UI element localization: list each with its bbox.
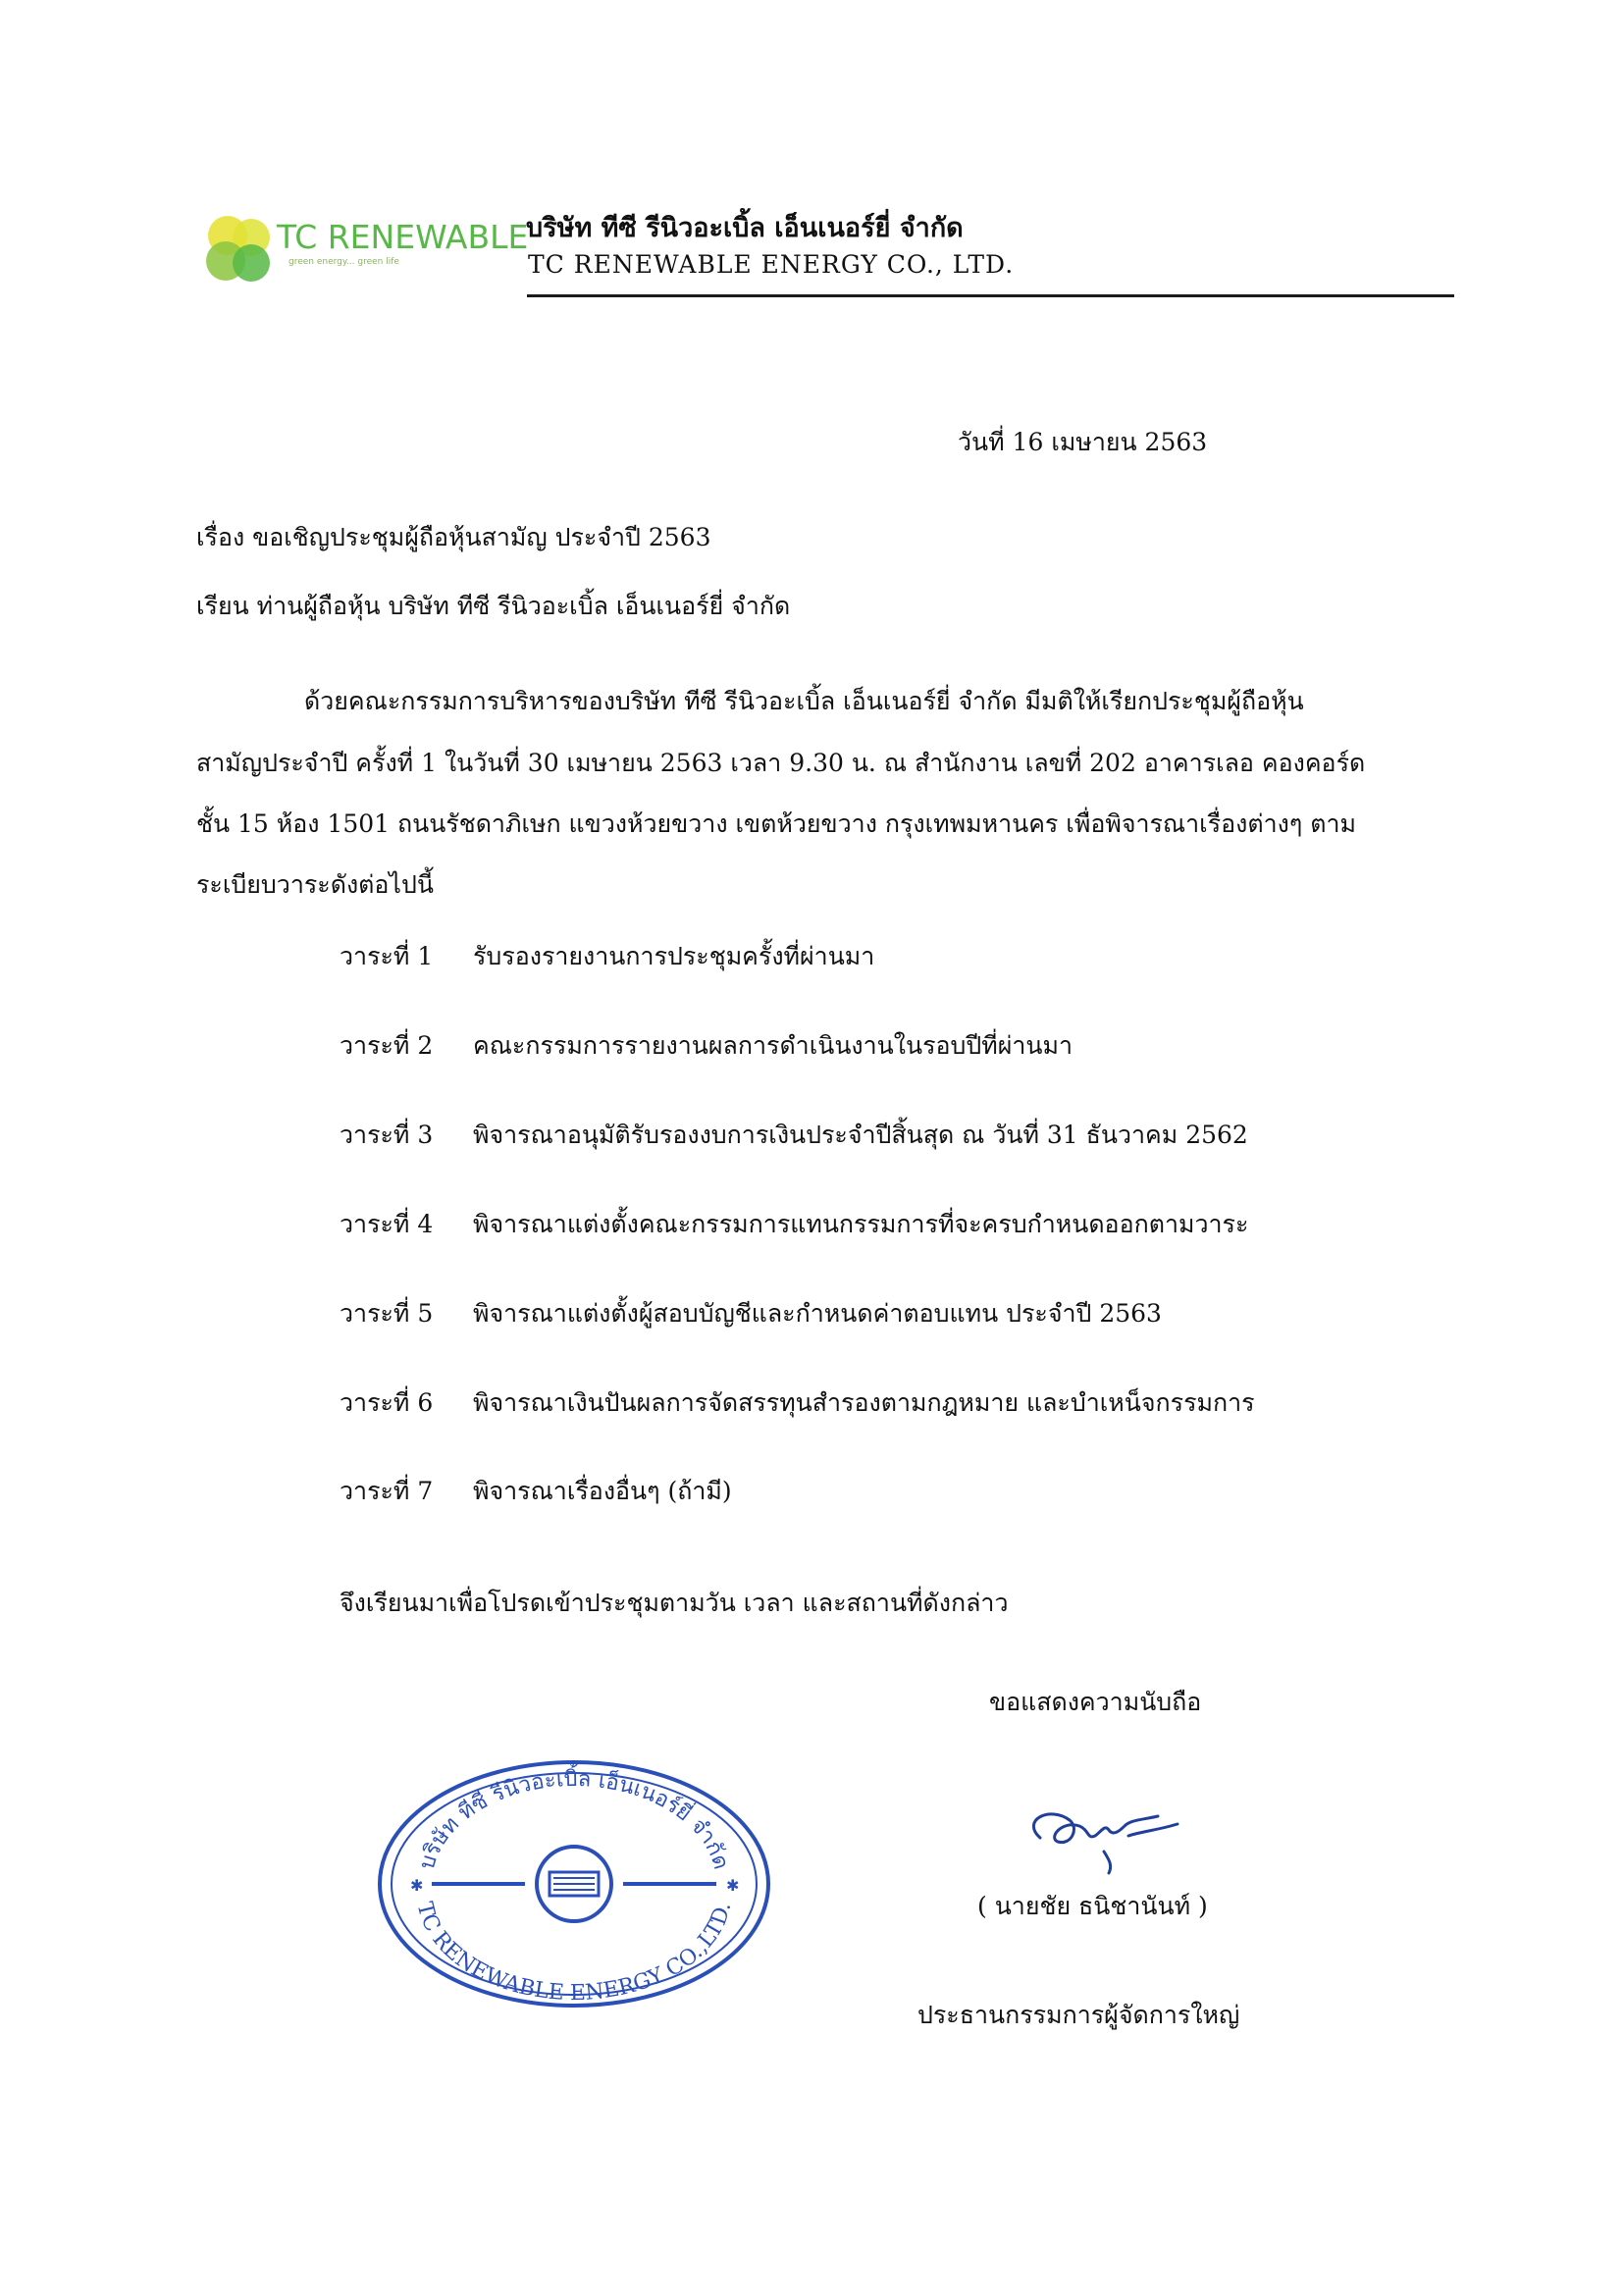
company-seal-icon: [373, 1756, 775, 2011]
logo-tagline: green energy... green life: [288, 257, 399, 267]
signature-icon: [1011, 1781, 1187, 1879]
agenda-text: พิจารณาแต่งตั้งคณะกรรมการแทนกรรมการที่จะครบกำหนดออกตามวาระ: [473, 1210, 1249, 1238]
signer-title: ประธานกรรมการผู้จัดการใหญ่: [917, 2001, 1240, 2029]
body-paragraph-line: สามัญประจำปี ครั้งที่ 1 ในวันที่ 30 เมษายน 2563 เวลา 9.30 น. ณ สำนักงาน เลขที่ 202 อาคารเลอ คองคอร์ด: [196, 749, 1366, 777]
svg-text:TC RENEWABLE ENERGY CO.,LTD.: [412, 1900, 737, 2006]
agenda-item: [340, 1028, 1073, 1064]
company-name-english: TC RENEWABLE ENERGY CO., LTD.: [528, 250, 1015, 279]
agenda-text: รับรองรายงานการประชุมครั้งที่ผ่านมา: [473, 942, 875, 970]
stamp-english-text: TC RENEWABLE ENERGY CO.,LTD.: [411, 1900, 737, 2007]
agenda-number: วาระที่ 1: [340, 942, 434, 970]
agenda-item: [340, 1207, 1248, 1242]
agenda-text: พิจารณาเงินปันผลการจัดสรรทุนสำรองตามกฎหมาย และบำเหน็จกรรมการ: [473, 1388, 1255, 1417]
agenda-number: วาระที่ 5: [340, 1299, 434, 1328]
svg-text:บริษัท ทีซี รีนิวอะเบิ้ล เอ็นเ: [415, 1763, 733, 1872]
agenda-number: วาระที่ 3: [340, 1121, 434, 1149]
logo-wordmark: TC RENEWABLE: [277, 218, 529, 256]
letter-date: วันที่ 16 เมษายน 2563: [958, 428, 1208, 456]
agenda-number: วาระที่ 4: [340, 1210, 434, 1238]
letter-recipient: เรียน ท่านผู้ถือหุ้น บริษัท ทีซี รีนิวอะเบิ้ล เอ็นเนอร์ยี่ จำกัด: [196, 592, 791, 620]
company-name-thai: บริษัท ทีซี รีนิวอะเบิ้ล เอ็นเนอร์ยี่ จำกัด: [526, 213, 964, 243]
svg-text:✱: ✱: [410, 1876, 424, 1895]
agenda-number: วาระที่ 6: [340, 1388, 434, 1417]
agenda-number: วาระที่ 2: [340, 1031, 434, 1060]
company-logo-icon: [196, 206, 285, 294]
agenda-item: [340, 1385, 1255, 1421]
body-paragraph-line: ชั้น 15 ห้อง 1501 ถนนรัชดาภิเษก แขวงห้วยขวาง เขตห้วยขวาง กรุงเทพมหานคร เพื่อพิจารณาเรื่องต่างๆ ตาม: [196, 809, 1356, 838]
svg-text:✱: ✱: [726, 1876, 740, 1895]
agenda-text: คณะกรรมการรายงานผลการดำเนินงานในรอบปีที่ผ่านมา: [473, 1031, 1073, 1060]
agenda-item: [340, 1474, 732, 1509]
body-paragraph-line: ด้วยคณะกรรมการบริหารของบริษัท ทีซี รีนิวอะเบิ้ล เอ็นเนอร์ยี่ จำกัด มีมติให้เรียกประชุมผู้ถือหุ้น: [304, 687, 1304, 715]
agenda-text: พิจารณาแต่งตั้งผู้สอบบัญชีและกำหนดค่าตอบแทน ประจำปี 2563: [473, 1299, 1162, 1328]
body-paragraph-line: ระเบียบวาระดังต่อไปนี้: [196, 870, 434, 899]
agenda-text: พิจารณาเรื่องอื่นๆ (ถ้ามี): [473, 1477, 732, 1505]
agenda-item: [340, 1296, 1162, 1331]
header-divider: [527, 294, 1454, 297]
agenda-item: [340, 939, 874, 974]
agenda-item: [340, 1118, 1248, 1153]
agenda-number: วาระที่ 7: [340, 1477, 434, 1505]
complimentary-close: ขอแสดงความนับถือ: [989, 1688, 1202, 1716]
agenda-text: พิจารณาอนุมัติรับรองงบการเงินประจำปีสิ้นสุด ณ วันที่ 31 ธันวาคม 2562: [473, 1121, 1248, 1149]
stamp-thai-text: บริษัท ทีซี รีนิวอะเบิ้ล เอ็นเนอร์ยี่ จำกัด: [414, 1766, 734, 1873]
closing-sentence: จึงเรียนมาเพื่อโปรดเข้าประชุมตามวัน เวลา และสถานที่ดังกล่าว: [340, 1589, 1009, 1617]
letter-subject: เรื่อง ขอเชิญประชุมผู้ถือหุ้นสามัญ ประจำปี 2563: [196, 523, 711, 551]
signer-name: ( นายชัย ธนิชานันท์ ): [977, 1892, 1208, 1920]
